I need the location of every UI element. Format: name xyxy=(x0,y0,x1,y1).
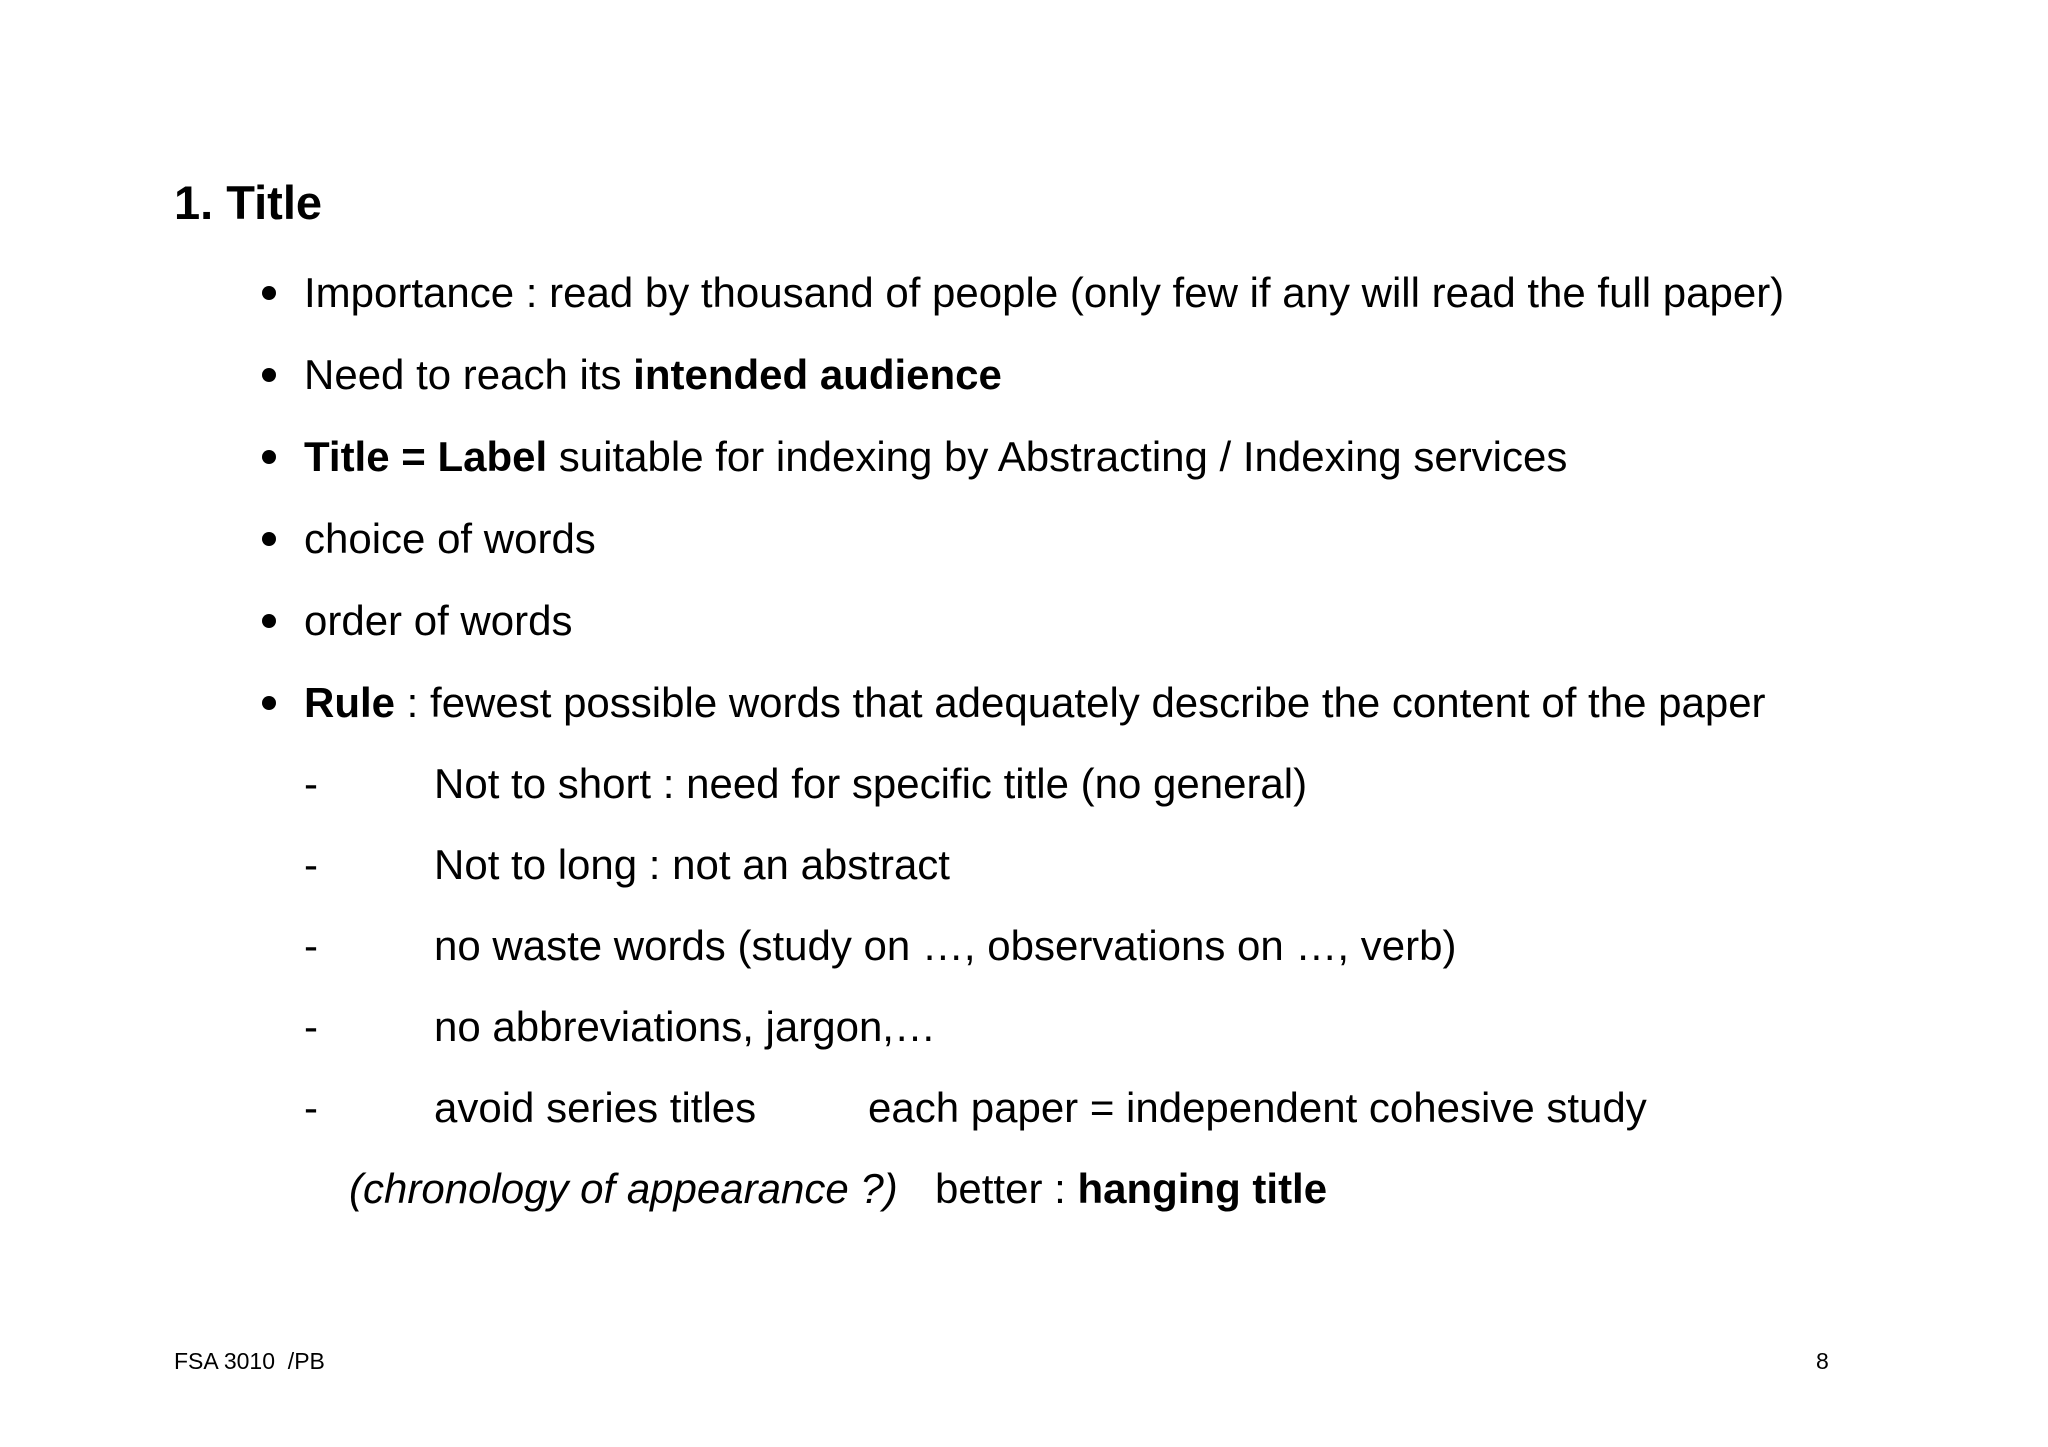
note-italic: (chronology of appearance ?) xyxy=(349,1165,898,1212)
bullet-text: order of words xyxy=(304,597,573,644)
subitem-not-too-long: Not to long : not an abstract xyxy=(434,841,950,888)
subitem-avoid-series: avoid series titles xyxy=(434,1084,757,1131)
note-line xyxy=(349,1161,1327,1217)
bullet-icon xyxy=(262,614,276,628)
footer-page-number: 8 xyxy=(1816,1348,1829,1374)
bullet-icon xyxy=(262,532,276,546)
bullet-text: choice of words xyxy=(304,515,596,562)
bullet-text: : fewest possible words that adequately describe the content of the paper xyxy=(395,679,1766,726)
bullet-item-importance xyxy=(304,265,1784,321)
dash-marker: - xyxy=(304,922,318,969)
bullet-icon xyxy=(262,696,276,710)
subitem-no-waste-words: no waste words (study on …, observations on …, verb) xyxy=(434,922,1457,969)
bullet-emphasis: intended audience xyxy=(633,351,1002,398)
dash-marker: - xyxy=(304,841,318,888)
bullet-text: Importance : read by thousand of people (only few if any will read the full paper) xyxy=(304,269,1785,316)
bullet-text: Need to reach its xyxy=(304,351,634,398)
note-emphasis: hanging title xyxy=(1077,1165,1328,1212)
bullet-icon xyxy=(262,368,276,382)
dash-marker: - xyxy=(304,760,318,807)
footer-course-code: FSA 3010 /PB xyxy=(174,1348,325,1374)
subitem-avoid-series-detail: each paper = independent cohesive study xyxy=(868,1084,1647,1131)
subitem-not-too-short: Not to short : need for specific title (no general) xyxy=(434,760,1308,807)
bullet-icon xyxy=(262,450,276,464)
dash-marker: - xyxy=(304,1003,318,1050)
bullet-item-order xyxy=(304,593,572,649)
subitem-no-abbreviations: no abbreviations, jargon,… xyxy=(434,1003,936,1050)
bullet-text: suitable for indexing by Abstracting / Indexing services xyxy=(547,433,1568,480)
bullet-item-rule xyxy=(304,675,1766,731)
bullet-icon xyxy=(262,286,276,300)
dash-marker: - xyxy=(304,1084,318,1131)
note-plain: better : xyxy=(935,1165,1078,1212)
bullet-emphasis: Title = Label xyxy=(304,433,548,480)
bullet-item-audience xyxy=(304,347,1002,403)
bullet-item-label xyxy=(304,429,1567,485)
section-heading: 1. Title xyxy=(174,176,323,229)
bullet-emphasis: Rule xyxy=(304,679,396,726)
bullet-item-choice xyxy=(304,511,596,567)
